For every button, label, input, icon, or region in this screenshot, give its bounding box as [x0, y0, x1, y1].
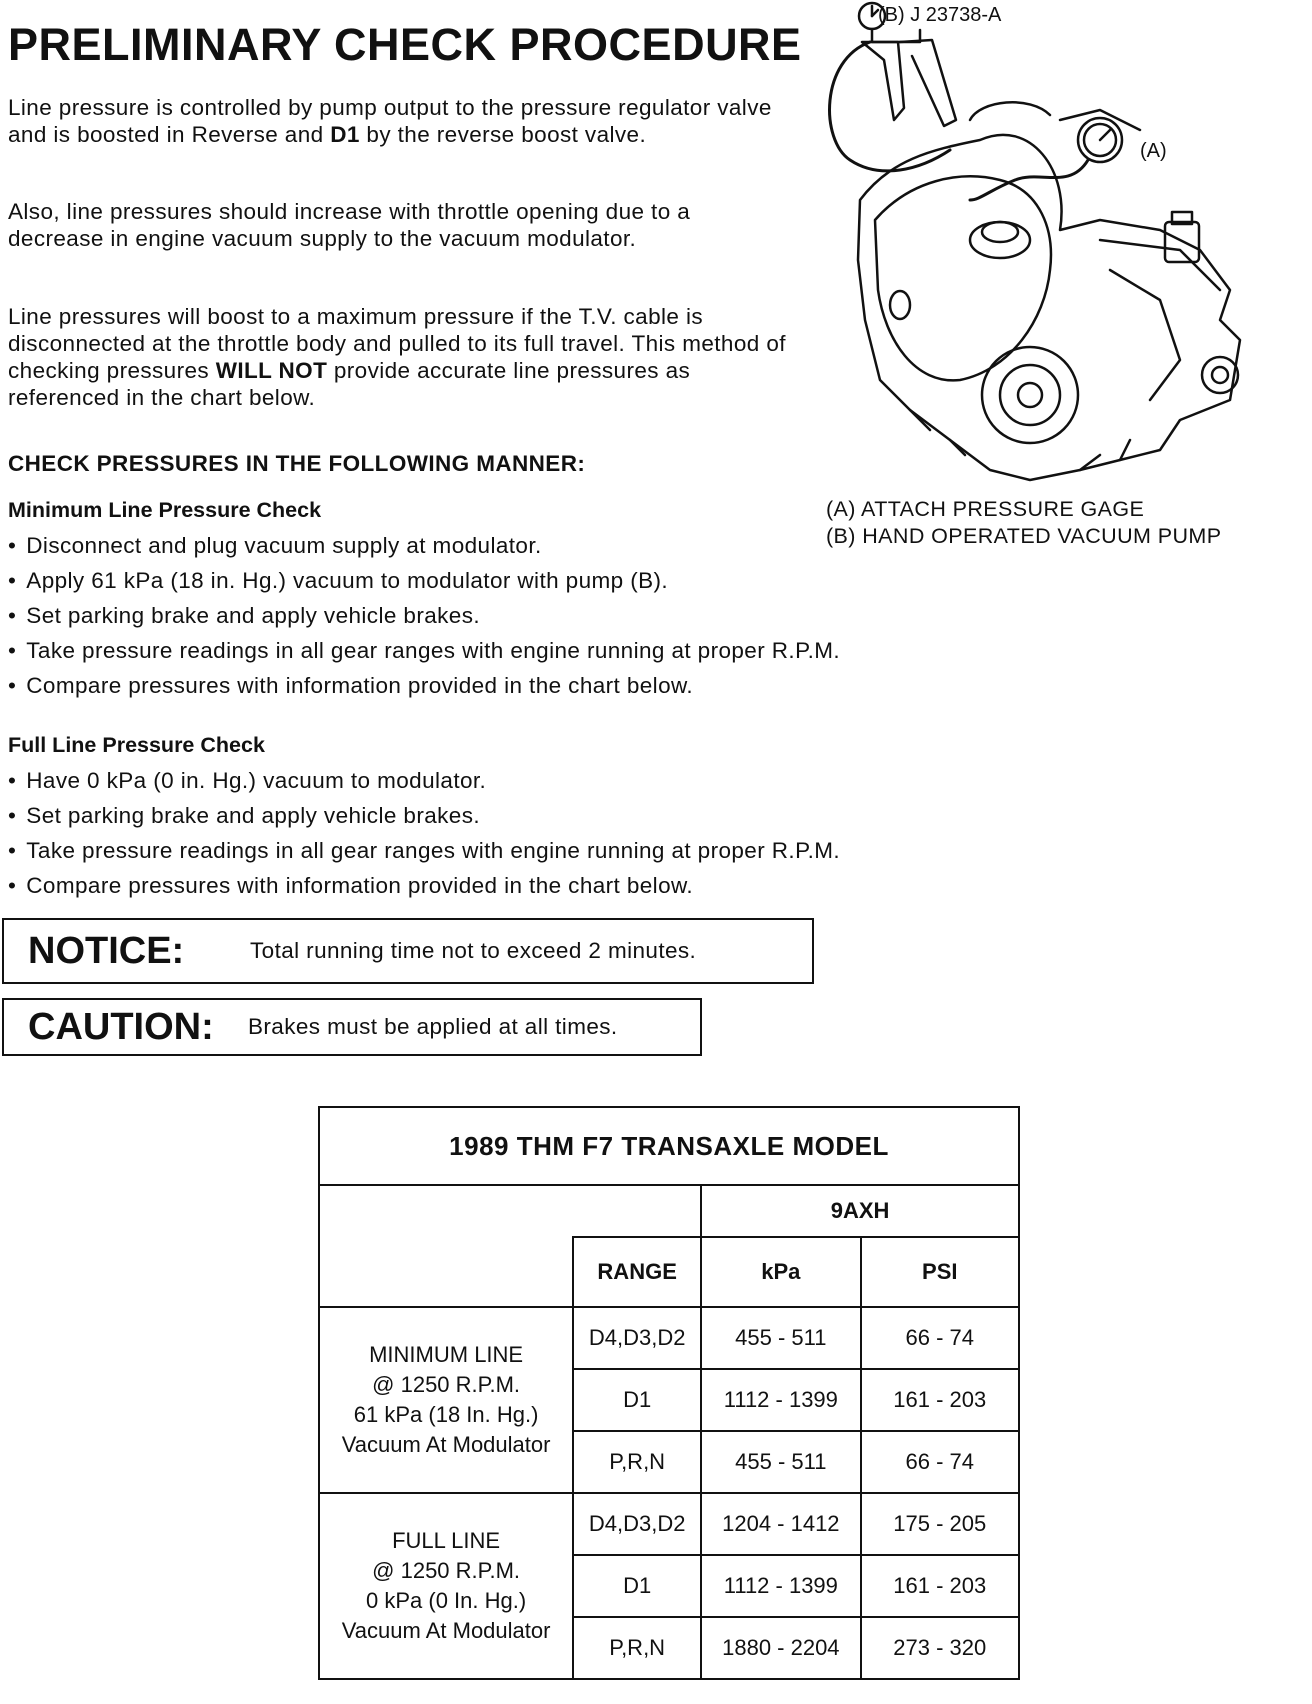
table-row: [319, 1493, 1019, 1555]
legend-item-a: (A) ATTACH PRESSURE GAGE: [826, 497, 1145, 521]
row-group-label: [319, 1493, 573, 1679]
paragraph-line-pressure: [8, 94, 788, 148]
list-item: • Take pressure readings in all gear ranges with engine running at proper R.P.M.: [8, 833, 840, 868]
list-item: • Disconnect and plug vacuum supply at modulator.: [8, 528, 840, 563]
psi-cell: 273 - 320: [861, 1617, 1019, 1679]
list-item: • Have 0 kPa (0 in. Hg.) vacuum to modulator.: [8, 763, 840, 798]
caution-label: CAUTION:: [28, 1005, 214, 1048]
legend-item-b: (B) HAND OPERATED VACUUM PUMP: [826, 524, 1222, 548]
table-title-row: [319, 1107, 1019, 1185]
paragraph-text: Line pressure is controlled by pump output to the pressure regulator valve and is boosted in Reverse and: [8, 95, 772, 147]
group-label-line: @ 1250 R.P.M.: [372, 1372, 521, 1397]
caution-box: [2, 998, 702, 1056]
group-label-line: FULL LINE: [392, 1528, 501, 1553]
kpa-cell: 1880 - 2204: [701, 1617, 860, 1679]
column-header-range: RANGE: [573, 1237, 701, 1307]
table-blank-cell: [319, 1185, 573, 1307]
group-label-line: Vacuum At Modulator: [341, 1618, 551, 1643]
kpa-cell: 455 - 511: [701, 1307, 860, 1369]
minimum-check-list: [8, 528, 840, 703]
table-title: 1989 THM F7 TRANSAXLE MODEL: [319, 1107, 1019, 1185]
table-model-row: [319, 1185, 1019, 1237]
psi-cell: 161 - 203: [861, 1369, 1019, 1431]
table-row: [319, 1307, 1019, 1369]
psi-cell: 66 - 74: [861, 1431, 1019, 1493]
range-cell: D4,D3,D2: [573, 1307, 701, 1369]
kpa-cell: 1112 - 1399: [701, 1369, 860, 1431]
group-label-line: Vacuum At Modulator: [341, 1432, 551, 1457]
page-title: PRELIMINARY CHECK PROCEDURE: [8, 19, 802, 70]
psi-cell: 175 - 205: [861, 1493, 1019, 1555]
model-code: 9AXH: [701, 1185, 1019, 1237]
full-check-title: Full Line Pressure Check: [8, 733, 265, 757]
psi-cell: 161 - 203: [861, 1555, 1019, 1617]
paragraph-tv-cable: [8, 303, 788, 411]
figure-legend: [826, 496, 1221, 550]
range-cell: P,R,N: [573, 1431, 701, 1493]
full-check-list: [8, 763, 840, 903]
minimum-check-title: Minimum Line Pressure Check: [8, 498, 322, 522]
list-item: • Compare pressures with information provided in the chart below.: [8, 668, 840, 703]
list-item: • Set parking brake and apply vehicle brakes.: [8, 798, 840, 833]
group-label-line: 61 kPa (18 In. Hg.): [353, 1402, 539, 1427]
callout-a: (A): [1140, 140, 1167, 162]
column-header-psi: PSI: [861, 1237, 1019, 1307]
list-item: • Apply 61 kPa (18 in. Hg.) vacuum to modulator with pump (B).: [8, 563, 840, 598]
table-blank-cell: [573, 1185, 701, 1237]
psi-cell: 66 - 74: [861, 1307, 1019, 1369]
notice-label: NOTICE:: [28, 929, 185, 972]
paragraph-throttle: Also, line pressures should increase with throttle opening due to a decrease in engine vacuum supply to the vacuum modulator.: [8, 199, 691, 251]
column-header-kpa: kPa: [701, 1237, 860, 1307]
kpa-cell: 1112 - 1399: [701, 1555, 860, 1617]
paragraph-bold: WILL NOT: [215, 358, 328, 383]
paragraph-text: by the reverse boost valve.: [359, 122, 647, 147]
transaxle-illustration: [800, 0, 1270, 500]
notice-text: Total running time not to exceed 2 minutes.: [250, 938, 697, 963]
group-label-line: MINIMUM LINE: [369, 1342, 524, 1367]
list-item: • Take pressure readings in all gear ranges with engine running at proper R.P.M.: [8, 633, 840, 668]
paragraph-text: Line pressures will boost to a maximum pressure if the T.V. cable is disconnected at the throttle body and pulled to its full travel. This method of checking pressures: [8, 304, 786, 383]
range-cell: D1: [573, 1369, 701, 1431]
caution-text: Brakes must be applied at all times.: [248, 1014, 618, 1039]
range-cell: D4,D3,D2: [573, 1493, 701, 1555]
range-cell: D1: [573, 1555, 701, 1617]
list-item: • Compare pressures with information provided in the chart below.: [8, 868, 840, 903]
row-group-label: [319, 1307, 573, 1493]
notice-box: [2, 918, 814, 984]
pressure-spec-table: [318, 1106, 1020, 1680]
group-label-line: 0 kPa (0 In. Hg.): [366, 1588, 527, 1613]
paragraph-bold: D1: [330, 122, 360, 147]
kpa-cell: 1204 - 1412: [701, 1493, 860, 1555]
callout-b: (B) J 23738-A: [878, 4, 1002, 26]
list-item: • Set parking brake and apply vehicle brakes.: [8, 598, 840, 633]
check-heading: CHECK PRESSURES IN THE FOLLOWING MANNER:: [8, 451, 586, 476]
kpa-cell: 455 - 511: [701, 1431, 860, 1493]
range-cell: P,R,N: [573, 1617, 701, 1679]
paragraph-text: provide accurate line pressures as referenced in the chart below.: [8, 358, 691, 410]
group-label-line: @ 1250 R.P.M.: [372, 1558, 521, 1583]
